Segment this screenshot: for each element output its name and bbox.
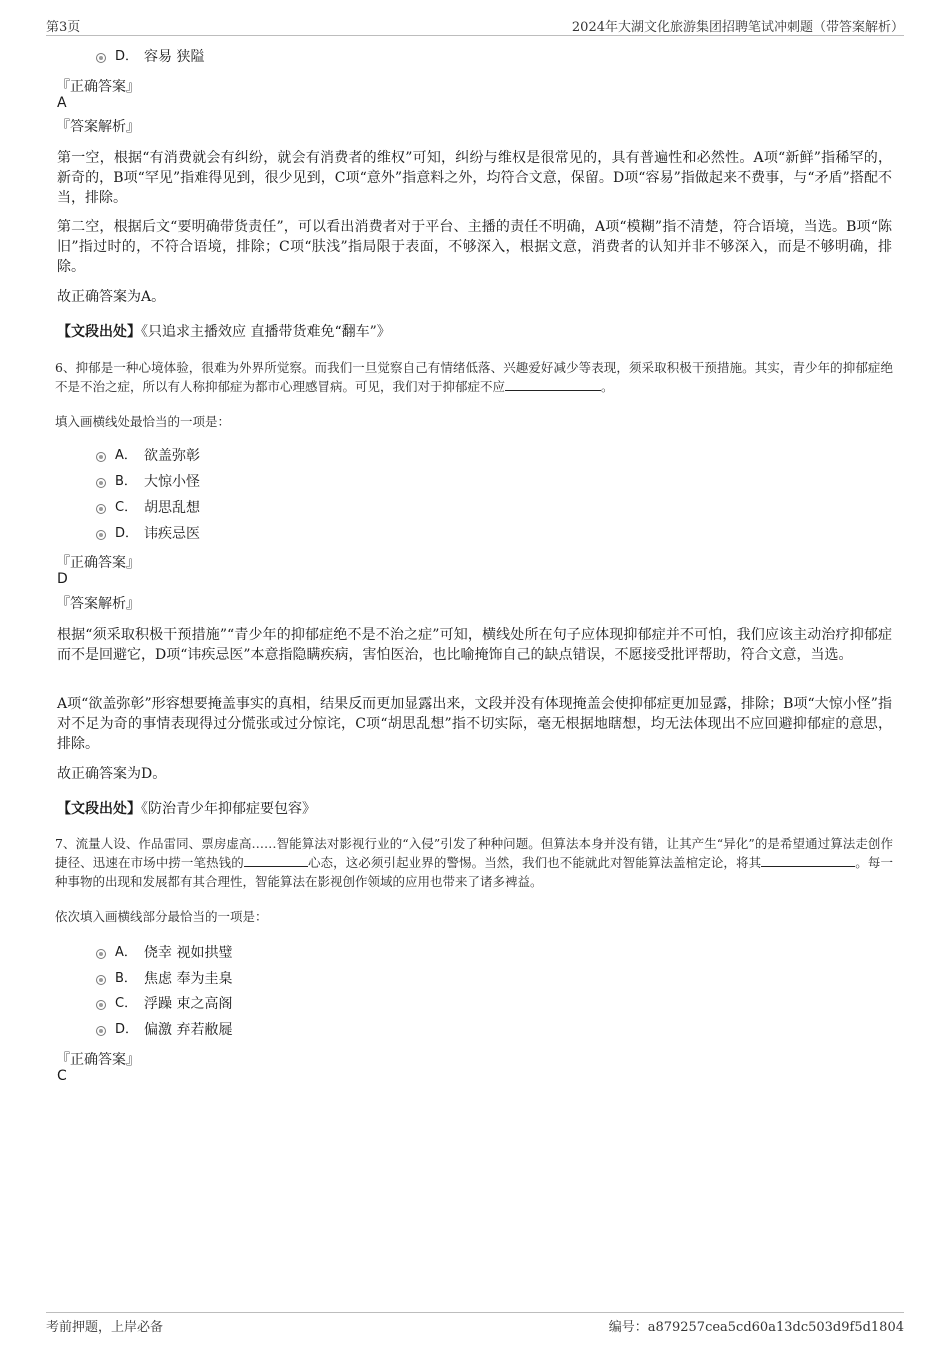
source-title: 《防治青少年抑郁症要包容》: [141, 801, 316, 817]
q6-blank: [505, 379, 601, 391]
page-header: [46, 14, 904, 36]
page-number: 第3页: [46, 20, 81, 35]
q7-blank-2: [761, 855, 855, 867]
radio-icon[interactable]: [96, 478, 106, 488]
radio-icon[interactable]: [96, 53, 106, 63]
q6-stem: 6、抑郁是一种心境体验，很难为外界所觉察。而我们一旦觉察自己有情绪低落、兴趣爱好减少等表现，须采取积极干预措施。其实，青少年的抑郁症绝不是不治之症，所以有人称抑郁症为都市心理感冒病。可见，我们对于抑郁症不应 。: [55, 360, 893, 394]
radio-icon[interactable]: [96, 1026, 106, 1036]
q7-answer: C: [57, 1068, 67, 1084]
radio-icon[interactable]: [96, 975, 106, 985]
document-title: 2024年大湖文化旅游集团招聘笔试冲刺题（带答案解析）: [571, 20, 904, 35]
q5-answer: A: [57, 95, 67, 111]
q5-analysis-paragraph-2: 第二空，根据后文“要明确带货责任”，可以看出消费者对于平台、主播的责任不明确，A项“模糊”指不清楚，符合语境，当选。B项“陈旧”指过时的，不符合语境，排除；C项“肤浅”指局限于表面，不够深入，根据文意，消费者的认知并非不够深入，而是不够明确，排除。: [57, 219, 892, 275]
q6-prompt: 填入画横线处最恰当的一项是：: [55, 414, 231, 429]
q6-answer: D: [57, 571, 68, 587]
q6-answer-label: 『正确答案』: [56, 555, 140, 571]
document-code: 编号：a879257cea5cd60a13dc503d9f5d1804: [608, 1320, 904, 1335]
radio-icon[interactable]: [96, 1000, 106, 1010]
source-title: 《只追求主播效应 直播带货难免“翻车”》: [141, 324, 391, 340]
q5-analysis-paragraph-1: 第一空，根据“有消费就会有纠纷，就会有消费者的维权”可知，纠纷与维权是很常见的，具有普遍性和必然性。A项“新鲜”指稀罕的，新奇的，B项“罕见”指难得见到，很少见到，C项“意外”指意料之外，均符合文意，保留。D项“容易”指做起来不费事，与“矛盾”搭配不当，排除。: [57, 150, 892, 206]
radio-icon[interactable]: [96, 530, 106, 540]
page-footer: [46, 1312, 904, 1336]
q6-source: [57, 799, 892, 819]
radio-icon[interactable]: [96, 452, 106, 462]
q6-analysis-label: 『答案解析』: [56, 596, 140, 612]
radio-icon[interactable]: [96, 504, 106, 514]
q7-prompt: 依次填入画横线部分最恰当的一项是：: [55, 909, 268, 924]
q5-source: [57, 322, 892, 342]
q6-conclusion: 故正确答案为D。: [57, 766, 167, 782]
q6-analysis-paragraph-2: A项“欲盖弥彰”形容想要掩盖事实的真相，结果反而更加显露出来，文段并没有体现掩盖会使抑郁症更加显露，排除；B项“大惊小怪”指对不足为奇的事情表现得过分慌张或过分惊诧，C项“胡思乱想”指不切实际，毫无根据地瞎想，均无法体现出不应回避抑郁症的意思，排除。: [57, 696, 892, 752]
q5-analysis-label: 『答案解析』: [56, 119, 140, 135]
radio-icon[interactable]: [96, 949, 106, 959]
q7-answer-label: 『正确答案』: [56, 1052, 140, 1068]
q5-conclusion: 故正确答案为A。: [57, 289, 166, 305]
q6-analysis-paragraph-1: 根据“须采取积极干预措施”“青少年的抑郁症绝不是不治之症”可知，横线处所在句子应体现抑郁症并不可怕，我们应该主动治疗抑郁症而不是回避它，D项“讳疾忌医”本意指隐瞒疾病，害怕医治，也比喻掩饰自己的缺点错误，不愿接受批评帮助，符合文意，当选。: [57, 627, 892, 663]
q7-stem: 7、流量人设、作品雷同、票房虚高……智能算法对影视行业的“入侵”引发了种种问题。但算法本身并没有错，让其产生“异化”的是希望通过算法走创作捷径、迅速在市场中捞一笔热钱的 心态，这必须引起业界的警惕。当然，我们也不能就此对智能算法盖棺定论，将其 。每一种事物的出现和发展都有其合理性，智能算法在影视创作领域的应用也带来了诸多裨益。: [55, 836, 893, 889]
footer-note: 考前押题，上岸必备: [46, 1320, 164, 1335]
source-label: 【文段出处】: [57, 801, 141, 817]
source-label: 【文段出处】: [57, 324, 141, 340]
q5-answer-label: 『正确答案』: [56, 79, 140, 95]
q7-blank-1: [244, 855, 308, 867]
